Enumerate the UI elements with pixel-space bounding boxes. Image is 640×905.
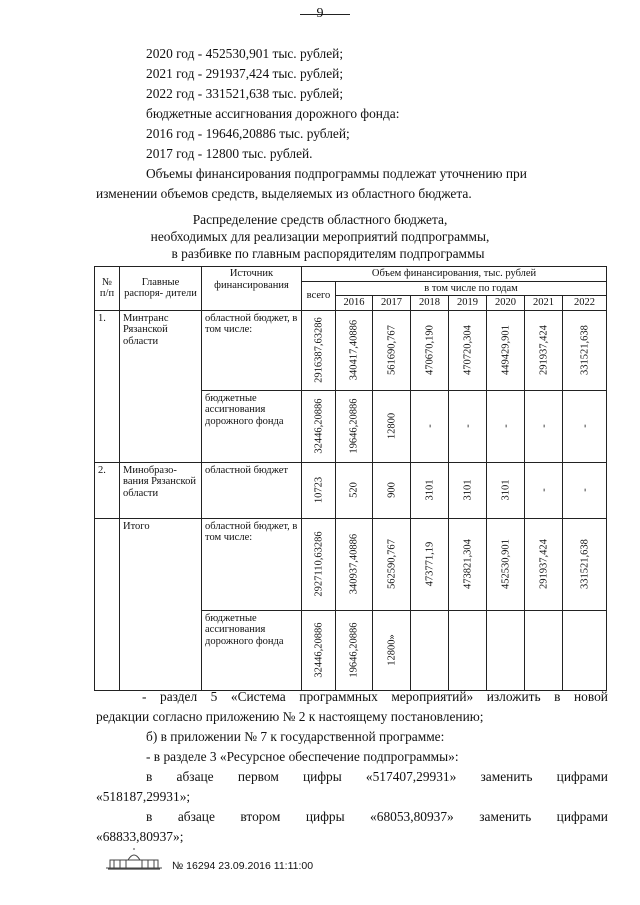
- cell-value: 452530,901: [499, 539, 511, 589]
- cell-value: 473771,19: [423, 541, 435, 587]
- header-by-year: в том числе по годам: [336, 281, 607, 296]
- row-source: бюджетные ассигнования дорожного фонда: [202, 390, 302, 462]
- footer-registration: № 16294 23.09.2016 11:11:00: [172, 860, 314, 872]
- cell-value: 19646,20886: [348, 398, 360, 454]
- row-source: областной бюджет, в том числе:: [202, 310, 302, 390]
- header-year: 2019: [449, 296, 487, 311]
- after-para-5b: «68833,80937»;: [96, 829, 184, 844]
- after-para-4b: «518187,29931»;: [96, 789, 191, 804]
- cell-value: -: [499, 424, 511, 428]
- cell-value: -: [578, 424, 590, 428]
- row-num: 1.: [95, 310, 120, 462]
- row-source: областной бюджет: [202, 462, 302, 518]
- row-num: [95, 518, 120, 690]
- cell-value: 32446,20886: [312, 398, 324, 454]
- cell-value: 449429,901: [499, 325, 511, 375]
- cell-value: 291937,424: [537, 539, 549, 589]
- after-para-5a: в абзаце втором цифры «68053,80937» заменить цифрами: [146, 809, 608, 824]
- intro-line: 2016 год - 19646,20886 тыс. рублей;: [146, 126, 350, 141]
- after-para-3: - в разделе 3 «Ресурсное обеспечение подпрограммы»:: [146, 749, 459, 764]
- cell-value: 331521,638: [578, 539, 590, 589]
- cell-value: 331521,638: [578, 325, 590, 375]
- cell-value: 3101: [461, 479, 473, 501]
- table-title-line: Распределение средств областного бюджета,: [192, 212, 448, 227]
- cell-value: 32446,20886: [312, 622, 324, 678]
- building-emblem-icon: [104, 848, 164, 870]
- row-manager: Минтранс Рязанской области: [120, 310, 202, 462]
- cell-value: -: [423, 424, 435, 428]
- financing-paragraph-line1: Объемы финансирования подпрограммы подлежат уточнению при: [146, 166, 527, 181]
- cell-value: 340417,40886: [348, 319, 360, 381]
- cell-value: 3101: [499, 479, 511, 501]
- cell-value: 340937,40886: [348, 533, 360, 595]
- header-source: Источник финансирования: [202, 267, 302, 311]
- financing-paragraph-line2: изменении объемов средств, выделяемых из областного бюджета.: [96, 186, 472, 201]
- row-source: бюджетные ассигнования дорожного фонда: [202, 610, 302, 690]
- table-title-line: в разбивке по главным распорядителям подпрограммы: [171, 246, 485, 261]
- cell-value: 473821,304: [461, 539, 473, 589]
- funding-table: [94, 266, 607, 691]
- cell-value: 900: [385, 482, 397, 498]
- intro-line: 2020 год - 452530,901 тыс. рублей;: [146, 46, 344, 61]
- cell-value: -: [578, 488, 590, 492]
- header-year: 2018: [411, 296, 449, 311]
- intro-line: 2017 год - 12800 тыс. рублей.: [146, 146, 313, 161]
- header-year: 2016: [336, 296, 373, 311]
- cell-value: -: [537, 424, 549, 428]
- table-title-line: необходимых для реализации мероприятий подпрограммы,: [150, 229, 490, 244]
- cell-value: 12800»: [385, 634, 397, 666]
- intro-line: бюджетные ассигнования дорожного фонда:: [146, 106, 400, 121]
- after-para-1a: - раздел 5 «Система программных мероприятий» изложить в новой: [142, 689, 608, 704]
- row-manager: Итого: [120, 518, 202, 690]
- header-volume: Объем финансирования, тыс. рублей: [302, 267, 607, 282]
- cell-value: 2916387,63286: [312, 317, 324, 383]
- row-manager: Минобразо- вания Рязанской области: [120, 462, 202, 518]
- header-year: 2017: [373, 296, 411, 311]
- after-para-2: б) в приложении № 7 к государственной программе:: [146, 729, 445, 744]
- page-number: 9: [316, 6, 324, 21]
- cell-value: 2927110,63286: [312, 531, 324, 597]
- header-managers: Главные распоря- дители: [120, 267, 202, 311]
- after-para-4a: в абзаце первом цифры «517407,29931» заменить цифрами: [146, 769, 608, 784]
- intro-line: 2021 год - 291937,424 тыс. рублей;: [146, 66, 344, 81]
- cell-value: 520: [348, 482, 360, 498]
- cell-value: 12800: [385, 412, 397, 440]
- header-year: 2021: [525, 296, 563, 311]
- intro-line: 2022 год - 331521,638 тыс. рублей;: [146, 86, 344, 101]
- cell-value: -: [461, 424, 473, 428]
- header-total: всего: [302, 281, 336, 310]
- row-num: 2.: [95, 462, 120, 518]
- cell-value: 19646,20886: [348, 622, 360, 678]
- cell-value: 470670,190: [423, 325, 435, 375]
- row-source: областной бюджет, в том числе:: [202, 518, 302, 610]
- header-num: № п/п: [95, 267, 120, 311]
- cell-value: 10723: [312, 476, 324, 504]
- header-year: 2022: [563, 296, 607, 311]
- cell-value: 470720,304: [461, 325, 473, 375]
- cell-value: 561690,767: [385, 325, 397, 375]
- cell-value: 3101: [423, 479, 435, 501]
- after-para-1b: редакции согласно приложению № 2 к настоящему постановлению;: [96, 709, 484, 724]
- cell-value: 562590,767: [385, 539, 397, 589]
- header-year: 2020: [487, 296, 525, 311]
- cell-value: 291937,424: [537, 325, 549, 375]
- cell-value: -: [537, 488, 549, 492]
